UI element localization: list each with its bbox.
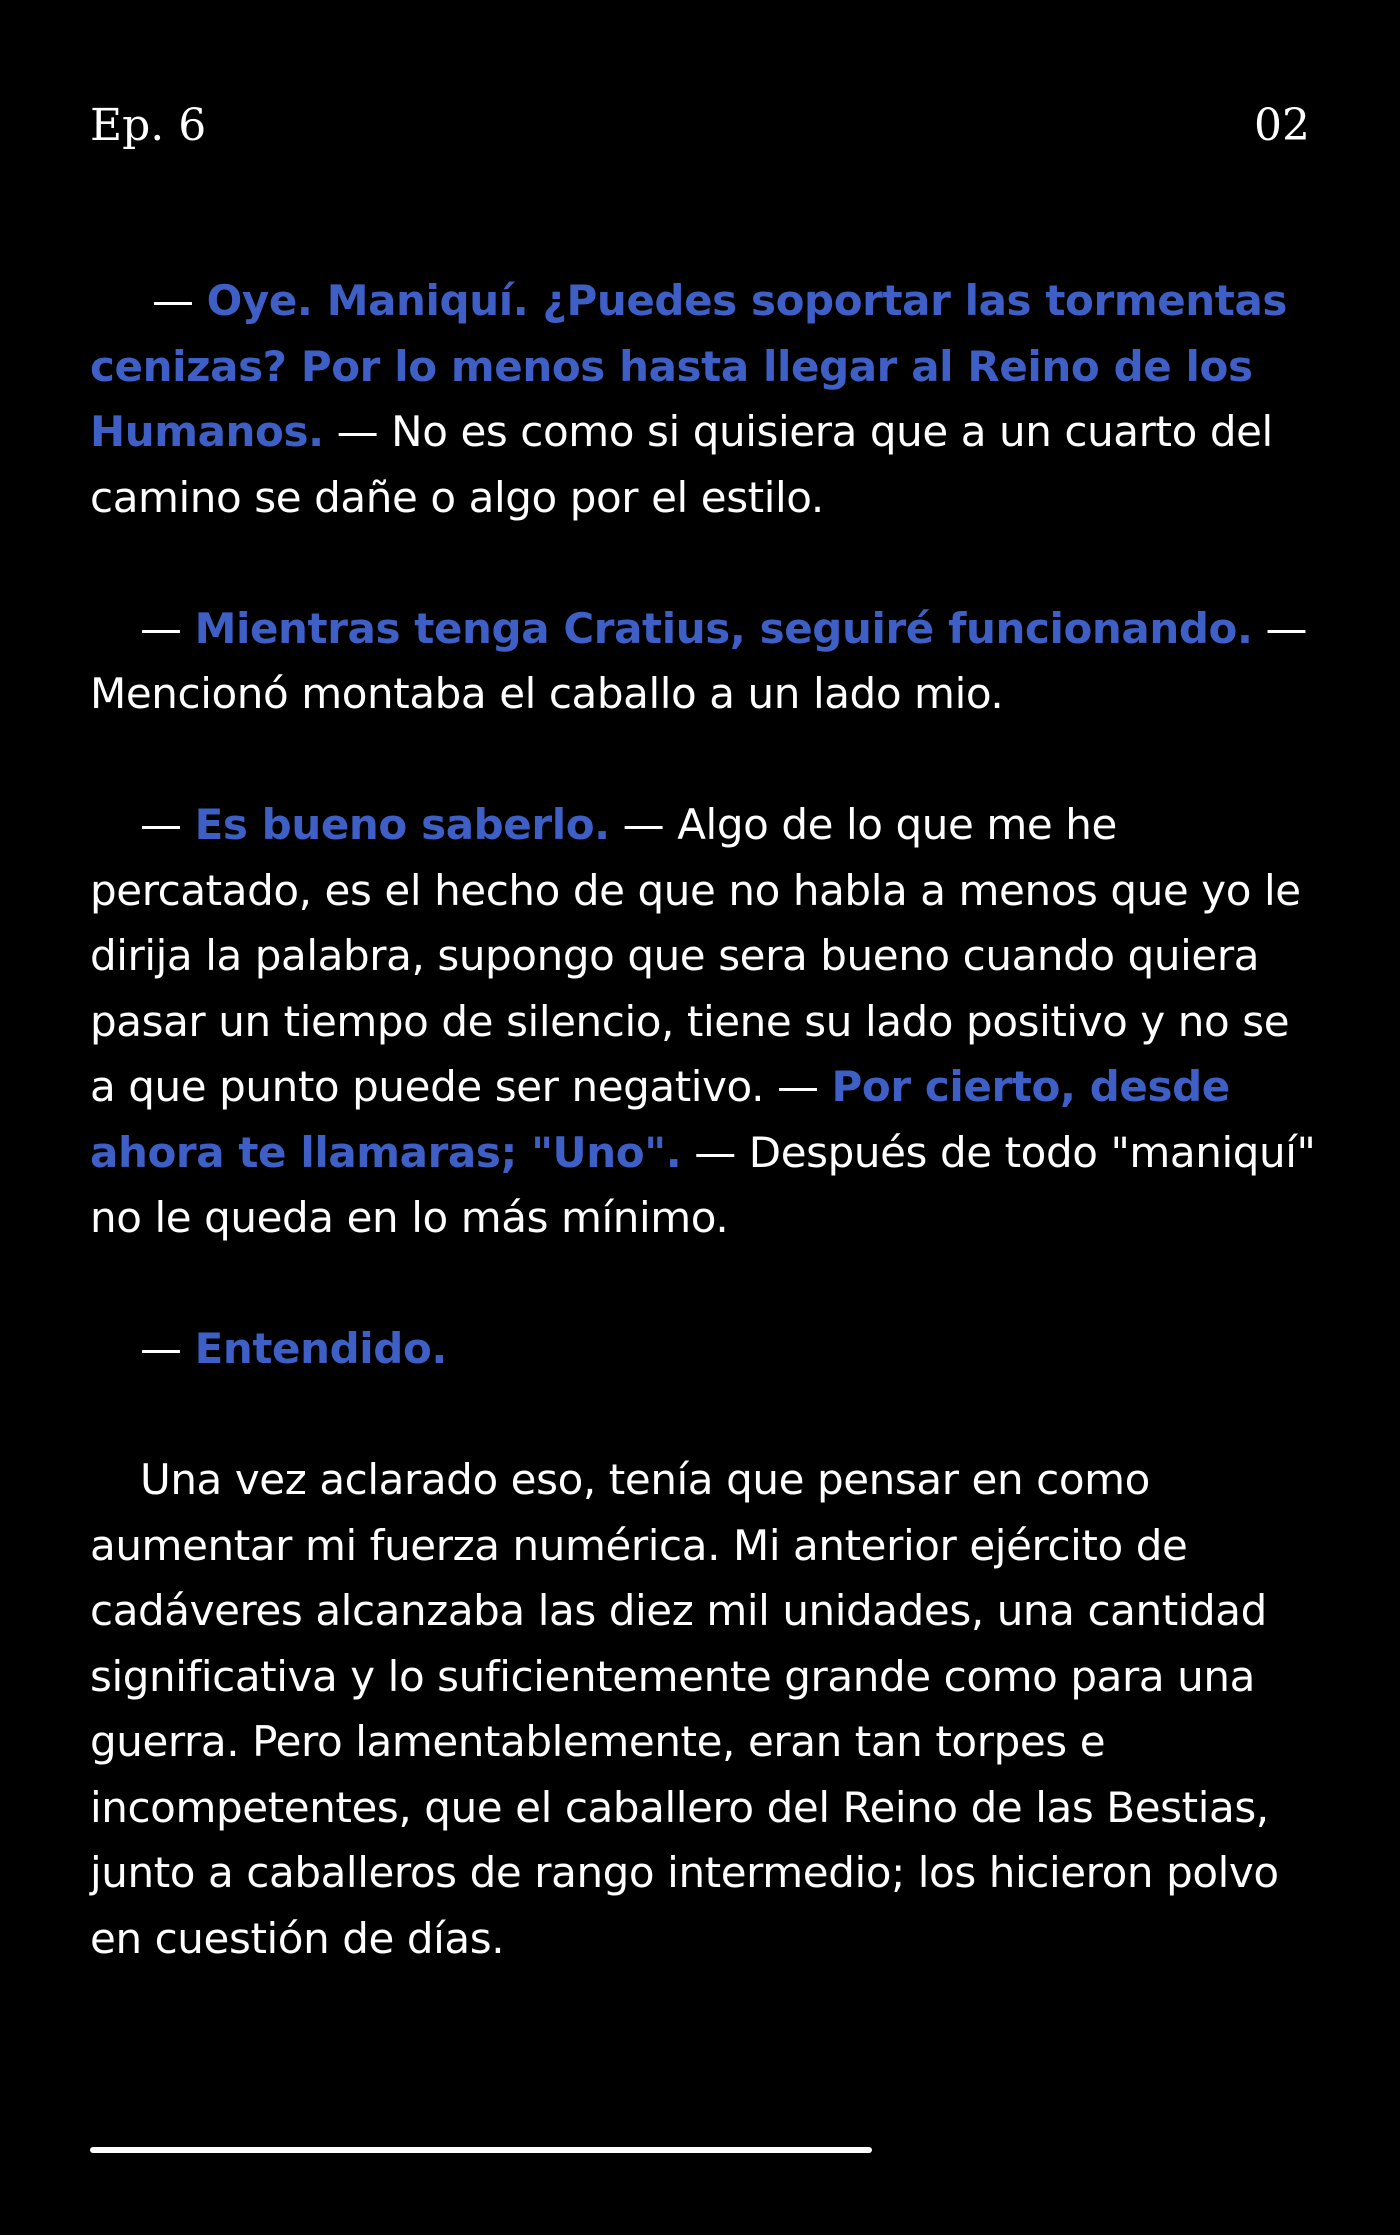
dash: —	[152, 276, 207, 325]
narration-text: — Después de todo "maniquí" no le queda en lo más mínimo.	[90, 1127, 1316, 1242]
dialogue-text: Oye. Maniquí. ¿Puedes soportar las tormentas cenizas? Por lo menos hasta llegar al Reino de los Humanos.	[90, 276, 1287, 456]
paragraph-1	[90, 268, 1320, 530]
page-header	[90, 100, 1310, 170]
dash: —	[140, 800, 195, 849]
narration-text: Una vez aclarado eso, tenía que pensar en como aumentar mi fuerza numérica. Mi anterior ejército de cadáveres alcanzaba las diez mil unidades, una cantidad significativa y lo suficientemente grande como para una guerra. Pero lamentablemente, eran tan torpes e incompetentes, que el caballero del Reino de las Bestias, junto a caballeros de rango intermedio; los hicieron polvo en cuestión de días.	[90, 1455, 1279, 1963]
dialogue-text: Es bueno saberlo.	[194, 800, 610, 849]
paragraph-4	[90, 1316, 1320, 1382]
footer-divider	[90, 2147, 872, 2153]
narration-text: — No es como si quisiera que a un cuarto del camino se dañe o algo por el estilo.	[90, 407, 1273, 522]
dialogue-text: Entendido.	[194, 1324, 447, 1373]
paragraph-3	[90, 792, 1320, 1251]
dash: —	[140, 603, 195, 653]
dialogue-text: Por cierto, desde ahora te llamaras; "Uno".	[90, 1062, 1230, 1177]
story-text	[90, 268, 1320, 2037]
dialogue-text: Mientras tenga Cratius, seguiré funcionando.	[194, 603, 1253, 653]
dash: —	[140, 1324, 195, 1373]
page-number: 02	[1254, 100, 1310, 151]
narration-text: — Mencionó montaba el caballo a un lado mio.	[90, 603, 1308, 718]
narration-text: — Algo de lo que me he percatado, es el hecho de que no habla a menos que yo le dirija la palabra, supongo que sera bueno cuando quiera pasar un tiempo de silencio, tiene su lado positivo y no se a que punto puede ser negativo. —	[90, 800, 1301, 1111]
paragraph-5	[90, 1447, 1320, 1971]
episode-label: Ep. 6	[90, 100, 207, 151]
paragraph-2	[90, 596, 1320, 727]
